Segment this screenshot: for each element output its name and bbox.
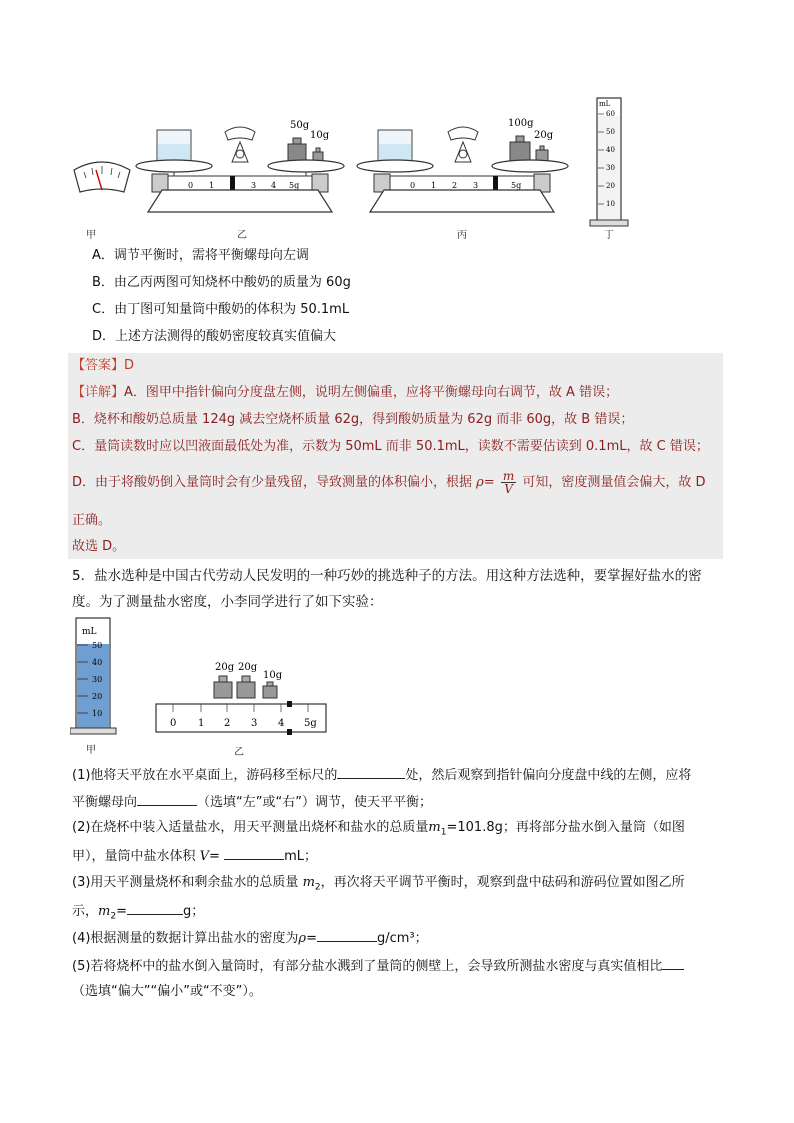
option-c: C．由丁图可知量筒中酸奶的体积为 50.1mL	[92, 302, 350, 317]
svg-text:0: 0	[170, 718, 177, 729]
svg-text:2: 2	[224, 718, 231, 729]
option-d: D．上述方法测得的酸奶密度较真实值偏大	[92, 329, 337, 344]
option-b: B．由乙丙两图可知烧杯中酸奶的质量为 60g	[92, 275, 351, 290]
q5-part3-line2: 示，$m_2= g$；	[72, 900, 204, 927]
figure-balances	[60, 92, 660, 242]
caption-jia-q5: 甲	[86, 745, 96, 756]
svg-text:30: 30	[92, 675, 103, 684]
q5-part5-line2: （选填“偏大”“偏小”或“不变”）。	[72, 984, 262, 999]
svg-text:50: 50	[92, 641, 103, 650]
weight-label: 50g	[290, 120, 310, 131]
svg-text:40: 40	[92, 658, 103, 667]
density-fraction: $\frac{m}{V}$	[502, 469, 515, 496]
svg-text:1: 1	[431, 181, 437, 190]
q5-intro-2: 度。为了测量盐水密度，小李同学进行了如下实验：	[72, 594, 383, 610]
q5-part2-line2: 甲），量筒中盐水体积 V= mL；	[72, 845, 317, 867]
svg-text:5g: 5g	[511, 181, 522, 190]
detail-b: B．烧杯和酸奶总质量 124g 减去空烧杯质量 62g，得到酸奶质量为 62g 而非 60g，故 B 错误；	[72, 412, 634, 427]
svg-text:5g: 5g	[304, 718, 317, 729]
caption-yi: 乙	[237, 230, 247, 241]
svg-text:10: 10	[92, 709, 103, 718]
svg-text:30: 30	[606, 164, 615, 172]
q5-part2-line1: (2)在烧杯中装入适量盐水，用天平测量出烧杯和盐水的总质量$m_1=101.8g$；再将部分盐水倒入量筒（如图	[72, 820, 685, 838]
q5-part1-line1: (1)他将天平放在水平桌面上，游码移至标尺的 处，然后观察到指针偏向分度盘中线的左侧，应将	[72, 764, 691, 786]
q5-part5-line1: (5)若将烧杯中的盐水倒入量筒时，有部分盐水溅到了量筒的侧壁上，会导致所测盐水密度与真实值相比	[72, 955, 684, 977]
answer-line	[72, 356, 134, 376]
svg-text:3: 3	[251, 718, 258, 729]
blank-2[interactable]	[137, 791, 197, 806]
detail-label: 【详解】	[72, 385, 125, 400]
svg-text:4: 4	[278, 718, 285, 729]
caption-jia: 甲	[86, 230, 96, 241]
q5-part1-line2: 平衡螺母向 （选填“左”或“右”）调节，使天平平衡；	[72, 791, 432, 813]
svg-text:3: 3	[251, 181, 257, 190]
caption-bing: 丙	[457, 230, 467, 241]
svg-text:40: 40	[606, 146, 615, 154]
svg-text:50: 50	[606, 128, 615, 136]
svg-text:0: 0	[188, 181, 194, 190]
detail-c: C．量筒读数时应以凹液面最低处为准，示数为 50mL 而非 50.1mL，读数不需要估读到 0.1mL，故 C 错误；	[72, 439, 709, 454]
cylinder-jia	[70, 618, 116, 734]
detail-d-end: 正确。	[72, 513, 112, 528]
balance-bing	[357, 118, 568, 212]
figure-q5	[70, 614, 340, 742]
rho-symbol: ρ=	[476, 475, 495, 490]
caption-yi-q5: 乙	[234, 747, 244, 758]
weight-label: 20g	[215, 662, 235, 673]
blank-5[interactable]	[317, 927, 377, 942]
weight-label: 10g	[310, 130, 330, 141]
blank-6[interactable]	[662, 955, 684, 970]
ruler-yi	[156, 701, 326, 735]
balance-yi	[136, 120, 344, 212]
answer-label: 【答案】	[72, 358, 125, 373]
svg-text:2: 2	[452, 181, 458, 190]
conclusion: 故选 D。	[72, 539, 126, 554]
blank-1[interactable]	[337, 764, 405, 779]
weights-yi	[214, 662, 283, 698]
answer-value: D	[124, 358, 135, 373]
weight-label: 100g	[508, 118, 534, 129]
svg-text:5g: 5g	[289, 181, 300, 190]
svg-text:20: 20	[606, 182, 615, 190]
blank-3[interactable]	[224, 845, 284, 860]
q5-part3-line1: (3)用天平测量烧杯和剩余盐水的总质量 $m_2$，再次将天平调节平衡时，观察到盘中砝码和游码位置如图乙所	[72, 875, 685, 893]
option-a: A．调节平衡时，需将平衡螺母向左调	[92, 248, 309, 263]
weight-label: 20g	[534, 130, 554, 141]
svg-text:3: 3	[473, 181, 479, 190]
blank-4[interactable]	[127, 900, 183, 915]
svg-text:1: 1	[198, 718, 205, 729]
weight-label: 10g	[263, 670, 283, 681]
svg-text:10: 10	[606, 200, 615, 208]
svg-text:0: 0	[410, 181, 416, 190]
q5-intro-1: 5．盐水选种是中国古代劳动人民发明的一种巧妙的挑选种子的方法。用这种方法选种，要掌握好盐水的密	[72, 568, 702, 584]
caption-ding: 丁	[604, 230, 614, 241]
dial-jia	[74, 162, 130, 192]
cylinder-unit: mL	[82, 627, 97, 637]
svg-text:1: 1	[209, 181, 215, 190]
svg-text:60: 60	[606, 110, 615, 118]
svg-text:4: 4	[271, 181, 277, 190]
weight-label: 20g	[238, 662, 258, 673]
svg-text:20: 20	[92, 692, 103, 701]
cylinder-ding	[590, 98, 628, 226]
cylinder-unit: mL	[599, 100, 611, 108]
detail-a: 【详解】A．图甲中指针偏向分度盘左侧，说明左侧偏重，应将平衡螺母向右调节，故 A 错误；	[72, 385, 619, 400]
q5-part4: (4)根据测量的数据计算出盐水的密度为ρ= g/cm³；	[72, 927, 428, 949]
detail-d: D．由于将酸奶倒入量筒时会有少量残留，导致测量的体积偏小，根据 ρ= $\frac{m}{V}$ 可知，密度测量值会偏大，故 D	[72, 469, 706, 496]
